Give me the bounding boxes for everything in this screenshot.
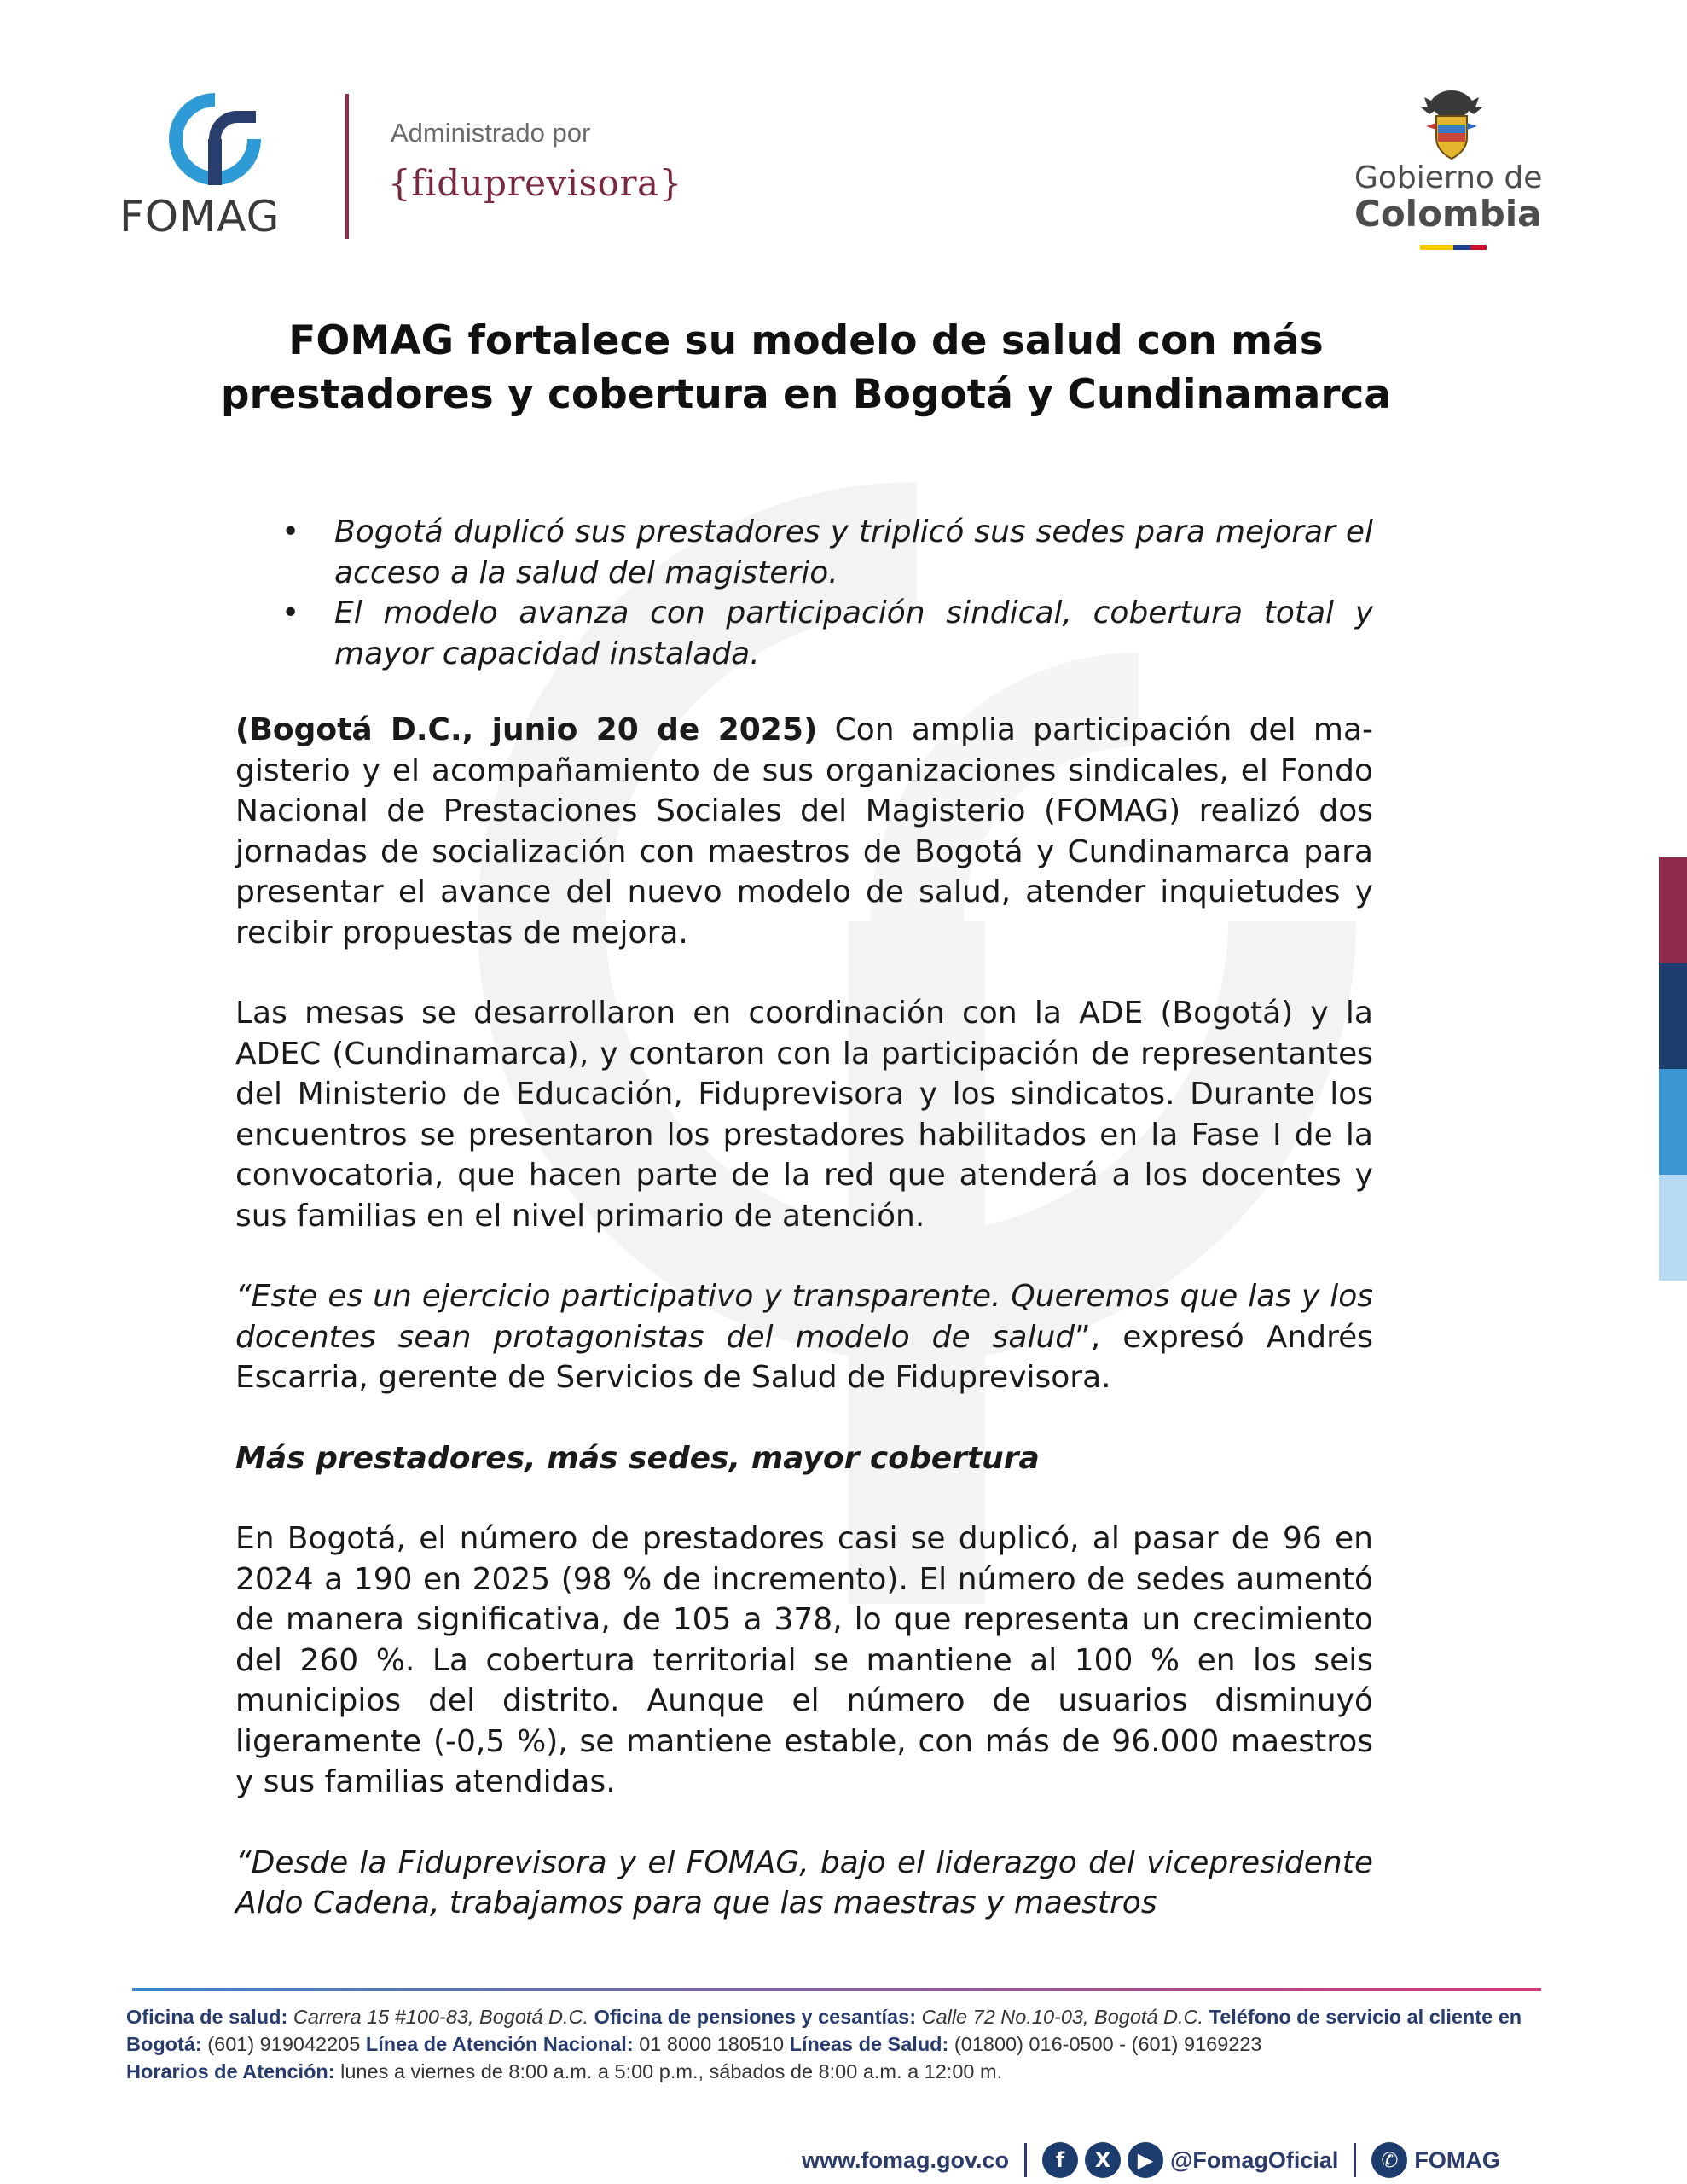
health-lines-label: Líneas de Salud: <box>789 2033 949 2055</box>
header-divider <box>345 94 349 239</box>
paragraph: Las mesas se desarrollaron en coordinación con la ADE (Bogotá) y la ADEC (Cundinamarca), y contaron con la participación de representantes del Ministerio de Educación, Fiduprevisora y los sindicatos. Durante los encuentros se presentaron los prestadores habilitados en la Fase I de la convocatoria, que hacen parte de la red que atenderá a los docentes y sus familias en el nivel primario de atención. <box>235 996 1373 1234</box>
hours-value: lunes a viernes de 8:00 a.m. a 5:00 p.m., sábados de 8:00 a.m. a 12:00 m. <box>334 2060 1003 2082</box>
side-bar-lightblue <box>1659 1175 1687 1281</box>
pensions-office-label: Oficina de pensiones y cesantías: <box>594 2006 917 2028</box>
quote-text: “Desde la Fiduprevisora y el FOMAG, bajo el liderazgo del vicepresidente Aldo Cadena, trabajamos para que las maestras y maestros <box>235 1844 1373 1920</box>
national-line-label: Línea de Atención Nacional: <box>365 2033 634 2055</box>
side-bar-navy <box>1659 963 1687 1069</box>
quote-text: “Este es un ejercicio participativo y transparente. Queremos que las y los docentes sean protagonistas del modelo de salud <box>235 1279 1373 1355</box>
phone-label: Teléfono de servicio al cliente en Bogotá: <box>126 2006 1522 2055</box>
footer-separator <box>1354 2143 1356 2177</box>
side-bar-blue <box>1659 1069 1687 1175</box>
coat-of-arms-icon <box>1417 85 1486 162</box>
government-label-line2: Colombia <box>1354 193 1542 235</box>
x-twitter-icon[interactable]: X <box>1085 2142 1121 2178</box>
quote-attribution: ”, expresó Andrés Escarria, gerente de Servicios de Salud de Fiduprevisora. <box>235 1319 1373 1395</box>
highlight-item: • El modelo avanza con participación sindical, cobertura total y mayor capacidad instalada. <box>334 593 1373 674</box>
website-link[interactable]: www.fomag.gov.co <box>802 2146 1010 2173</box>
paragraph-dateline <box>235 710 1373 953</box>
facebook-icon[interactable]: f <box>1042 2142 1078 2178</box>
health-office-address: Carrera 15 #100-83, Bogotá D.C. <box>287 2006 594 2028</box>
paragraph-quote <box>235 1843 1373 1924</box>
highlights-list <box>235 512 1373 674</box>
footer-contact-info <box>126 2003 1549 2085</box>
youtube-icon[interactable]: ▶ <box>1128 2142 1163 2178</box>
letterhead <box>0 0 1687 273</box>
footer-separator <box>1024 2143 1027 2177</box>
footer-divider <box>132 1988 1541 1991</box>
dateline: (Bogotá D.C., junio 20 de 2025) <box>235 712 818 747</box>
national-line-number: 01 8000 180510 <box>633 2033 790 2055</box>
fomag-wordmark: FOMAG <box>119 192 281 241</box>
administered-by-label: Administrado por <box>391 118 591 148</box>
whatsapp-name[interactable]: FOMAG <box>1414 2146 1500 2173</box>
social-handle[interactable]: @FomagOficial <box>1170 2146 1339 2173</box>
colombia-flag-bar <box>1420 245 1487 250</box>
phone-number: (601) 919042205 <box>201 2033 366 2055</box>
health-office-label: Oficina de salud: <box>126 2006 288 2028</box>
whatsapp-icon[interactable]: ✆ <box>1371 2142 1407 2178</box>
paragraph-text: Con amplia participación del magisterio y el acompañamiento de sus organizaciones sindicales, el Fondo Nacional de Prestaciones Sociales del Magisterio (FOMAG) realizó dos jornadas de socialización con maestros de Bogotá y Cundinamarca para presentar el avance del nuevo modelo de salud, atender inquietudes y recibir propuestas de mejora. <box>235 712 1373 950</box>
hours-label: Horarios de Atención: <box>126 2060 335 2082</box>
paragraph: En Bogotá, el número de prestadores casi se duplicó, al pasar de 96 en 2024 a 190 en 2025 (98 % de incremento). El número de sedes aumentó de manera significativa, de 105 a 378, lo que representa un crecimiento del 260 %. La cobertura territorial se mantiene al 100 % en los seis municipios del distrito. Aunque el número de usuarios disminuyó ligeramente (-0,5 %), se mantiene estable, con más de 96.000 maestros y sus familias atendidas. <box>235 1521 1373 1799</box>
pensions-office-address: Calle 72 No.10-03, Bogotá D.C. <box>916 2006 1209 2028</box>
government-label-line1: Gobierno de <box>1354 160 1543 195</box>
footer-social-row <box>802 2141 1500 2179</box>
side-color-bars <box>1659 857 1687 1281</box>
section-subheading: Más prestadores, más sedes, mayor cobertura <box>235 1440 1040 1476</box>
health-lines-numbers: (01800) 016-0500 - (601) 9169223 <box>948 2033 1262 2055</box>
highlight-item: • Bogotá duplicó sus prestadores y triplicó sus sedes para mejorar el acceso a la salud del magisterio. <box>334 512 1373 593</box>
side-bar-maroon <box>1659 857 1687 963</box>
fiduprevisora-logo: {fiduprevisora} <box>388 162 682 204</box>
press-release-title: FOMAG fortalece su modelo de salud con más prestadores y cobertura en Bogotá y Cundinamarca <box>220 317 1392 418</box>
paragraph-quote <box>235 1276 1373 1398</box>
press-release-body <box>235 512 1373 1964</box>
